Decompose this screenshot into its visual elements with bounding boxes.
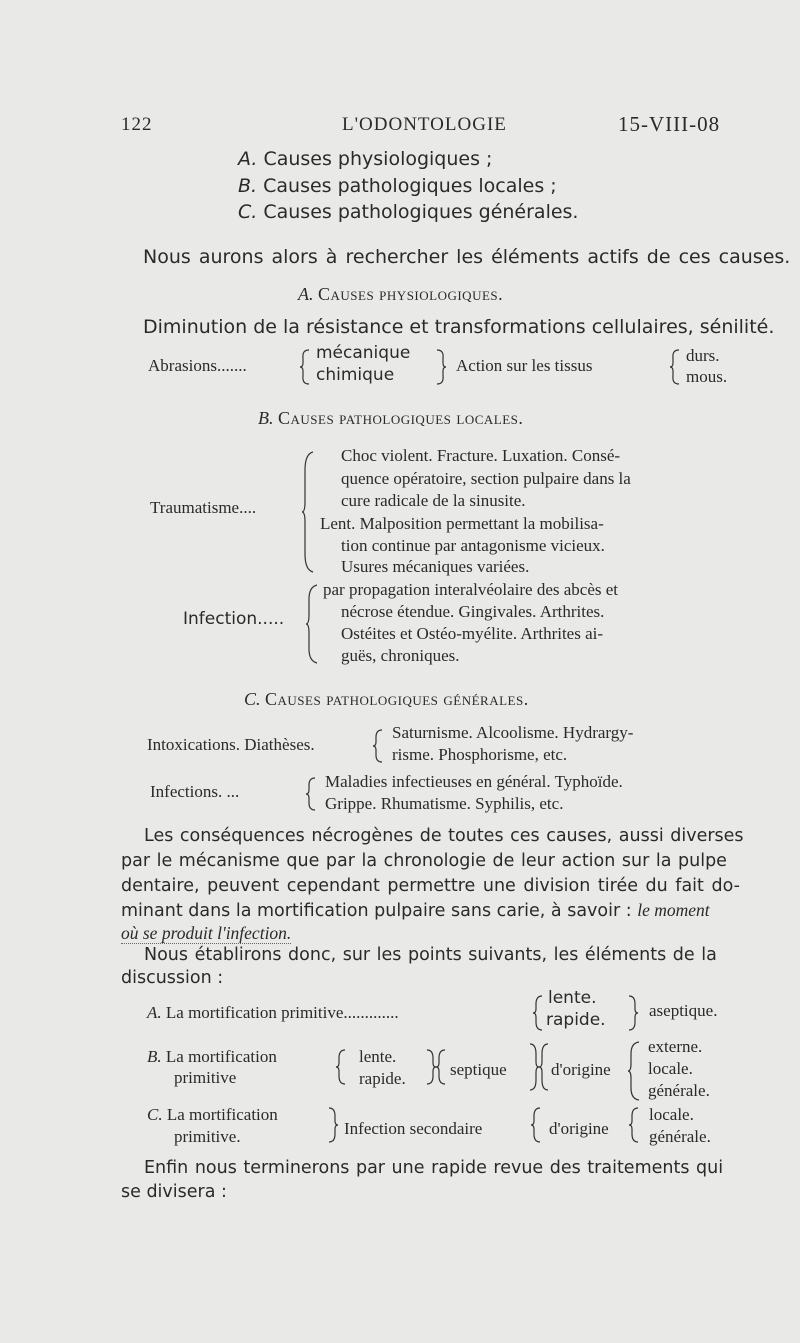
- scheme-b-origin-locale: locale.: [648, 1059, 693, 1078]
- section-title: Causes physiologiques.: [318, 284, 504, 304]
- intoxications-line: risme. Phosphorisme, etc.: [392, 745, 568, 764]
- scheme-b-speed-rapide: rapide.: [359, 1069, 406, 1088]
- consequences-text: minant dans la mortification pulpaire sans carie, à savoir :: [121, 901, 632, 921]
- scheme-b-speed-lente: lente.: [359, 1047, 397, 1066]
- scheme-letter: C.: [147, 1105, 163, 1124]
- scheme-b-label-line2: primitive: [174, 1068, 237, 1087]
- brace-icon: [669, 348, 681, 386]
- section-a-line: Diminution de la résistance et transformations cellulaires, sénilité.: [143, 316, 775, 338]
- intro-item-letter: C.: [238, 201, 258, 223]
- scheme-letter: A.: [147, 1003, 162, 1022]
- infection-line: nécrose étendue. Gingivales. Arthrites.: [341, 602, 605, 621]
- traumatisme-line: quence opératoire, section pulpaire dans la: [341, 469, 631, 488]
- discussion-line: discussion :: [121, 968, 224, 988]
- scheme-a-label: [147, 1003, 399, 1023]
- scheme-b-origin: d'origine: [551, 1060, 611, 1079]
- scheme-a-text: La mortification primitive.............: [165, 1003, 399, 1022]
- infection-line: guës, chroniques.: [341, 646, 460, 665]
- page-number: 122: [121, 114, 153, 135]
- section-title: Causes pathologiques locales.: [278, 408, 524, 428]
- section-b-heading: [258, 408, 523, 429]
- closing-line: se divisera :: [121, 1182, 227, 1202]
- intoxications-line: Saturnisme. Alcoolisme. Hydrargy-: [392, 723, 634, 742]
- brace-icon: [327, 1106, 339, 1144]
- scheme-c-label: [147, 1105, 278, 1125]
- infection-line: Ostéites et Ostéo-myélite. Arthrites ai-: [341, 624, 604, 643]
- brace-icon: [627, 1040, 641, 1102]
- intro-item-c: [238, 201, 578, 223]
- brace-icon: [628, 1106, 640, 1144]
- scheme-b-origin-generale: générale.: [648, 1081, 710, 1100]
- brace-icon: [305, 583, 319, 665]
- brace-icon: [627, 994, 639, 1032]
- issue-date: 15-VIII-08: [618, 112, 721, 136]
- infections-label: Infections. ...: [150, 782, 240, 801]
- scheme-c-origin: d'origine: [549, 1119, 609, 1138]
- infection-line: par propagation interalvéolaire des abcès et: [323, 580, 619, 599]
- brace-icon: [435, 348, 447, 386]
- traumatisme-label: Traumatisme....: [150, 498, 257, 517]
- consequences-italic-text: où se produit l'infection.: [121, 923, 292, 943]
- section-letter: B.: [258, 408, 274, 428]
- brace-icon: [532, 994, 544, 1032]
- infections-line: Maladies infectieuses en général. Typhoïde.: [325, 772, 623, 791]
- brace-icon: [425, 1048, 447, 1086]
- consequences-line: Les conséquences nécrogènes de toutes ces causes, aussi diverses: [144, 826, 744, 846]
- intro-item-text: Causes physiologiques ;: [263, 148, 493, 170]
- scheme-a-result: aseptique.: [649, 1001, 718, 1020]
- intoxications-label: Intoxications. Diathèses.: [147, 735, 315, 754]
- brace-icon: [301, 450, 315, 574]
- running-title: L'ODONTOLOGIE: [342, 114, 507, 135]
- scheme-c-origin-locale: locale.: [649, 1105, 694, 1124]
- brace-icon: [372, 728, 384, 764]
- section-a-heading: [298, 284, 503, 305]
- consequences-line: dentaire, peuvent cependant permettre une division tirée du fait do-: [121, 876, 740, 896]
- tissue-mous: mous.: [686, 367, 728, 386]
- consequences-line: par le mécanisme que par la chronologie de leur action sur la pulpe: [121, 851, 727, 871]
- infections-line: Grippe. Rhumatisme. Syphilis, etc.: [325, 794, 564, 813]
- infection-label: Infection.....: [183, 609, 285, 629]
- brace-icon: [299, 348, 311, 386]
- intro-item-a: [238, 148, 492, 170]
- section-letter: A.: [298, 284, 314, 304]
- abrasion-type-chimique: chimique: [316, 365, 395, 385]
- tissue-durs: durs.: [686, 346, 720, 365]
- action-label: Action sur les tissus: [456, 356, 593, 375]
- scheme-b-origin-externe: externe.: [648, 1037, 703, 1056]
- traumatisme-line: Usures mécaniques variées.: [341, 557, 530, 576]
- brace-icon: [305, 776, 317, 812]
- scheme-c-text: La mortification: [166, 1105, 278, 1124]
- intro-item-letter: A.: [238, 148, 258, 170]
- closing-line: Enfin nous terminerons par une rapide revue des traitements qui: [144, 1158, 724, 1178]
- scheme-c-origin-generale: générale.: [649, 1127, 711, 1146]
- section-c-heading: [244, 689, 529, 710]
- consequences-italic: le moment: [637, 900, 710, 920]
- consequences-line-last: [121, 900, 710, 921]
- research-sentence: Nous aurons alors à rechercher les éléments actifs de ces causes.: [143, 246, 791, 268]
- brace-icon: [528, 1042, 550, 1092]
- section-letter: C.: [244, 689, 261, 709]
- section-title: Causes pathologiques générales.: [265, 689, 529, 709]
- traumatisme-line: Lent. Malposition permettant la mobilisa-: [320, 514, 604, 533]
- scheme-b-type: septique: [450, 1060, 507, 1079]
- scheme-letter: B.: [147, 1047, 162, 1066]
- scheme-c-infection: Infection secondaire: [344, 1119, 483, 1138]
- scheme-a-speed-lente: lente.: [548, 988, 597, 1008]
- brace-icon: [530, 1106, 542, 1144]
- scheme-b-text: La mortification: [165, 1047, 277, 1066]
- traumatisme-line: tion continue par antagonisme vicieux.: [341, 536, 605, 555]
- intro-item-letter: B.: [238, 175, 258, 197]
- intro-item-b: [238, 175, 557, 197]
- discussion-line: Nous établirons donc, sur les points suivants, les éléments de la: [144, 945, 717, 965]
- intro-item-text: Causes pathologiques générales.: [263, 201, 579, 223]
- abrasions-label: Abrasions.......: [148, 356, 247, 375]
- consequences-italic-line: [121, 923, 291, 944]
- scheme-c-label-line2: primitive.: [174, 1127, 241, 1146]
- scheme-b-label: [147, 1047, 277, 1067]
- abrasion-type-mecanique: mécanique: [316, 343, 411, 363]
- scheme-a-speed-rapide: rapide.: [546, 1010, 606, 1030]
- traumatisme-line: cure radicale de la sinusite.: [341, 491, 526, 510]
- brace-icon: [335, 1048, 347, 1086]
- traumatisme-line: Choc violent. Fracture. Luxation. Consé-: [341, 446, 621, 465]
- intro-item-text: Causes pathologiques locales ;: [263, 175, 557, 197]
